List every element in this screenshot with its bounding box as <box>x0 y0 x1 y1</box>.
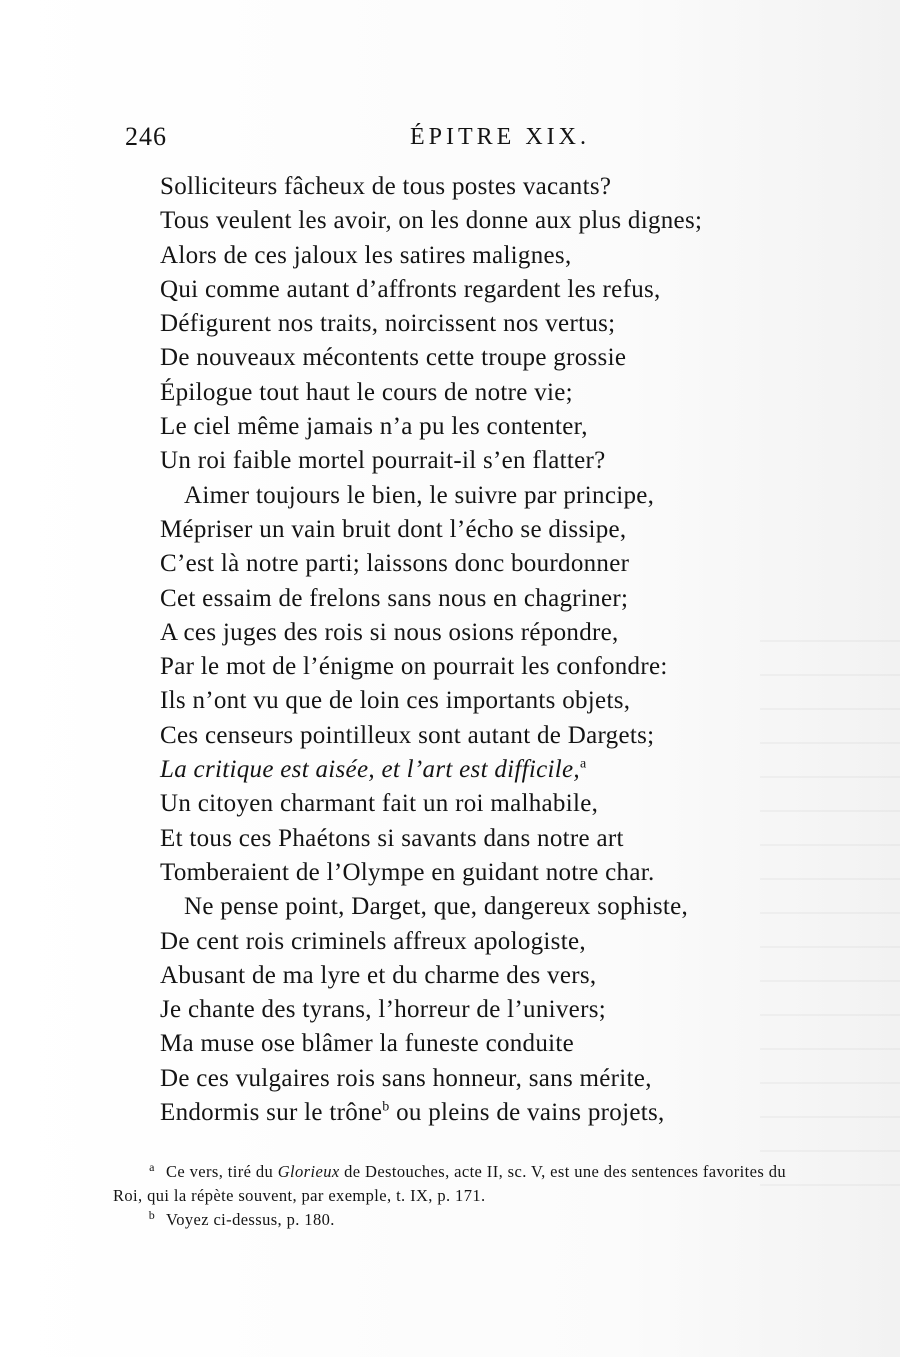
verse-line <box>160 170 860 204</box>
verse-line <box>160 993 860 1027</box>
verse-line-text: Aimer toujours le bien, le suivre par principe, <box>184 481 655 509</box>
verse-line-text: La critique est aisée, et l’art est difficile, <box>160 756 580 784</box>
verse-line-text: Alors de ces jaloux les satires malignes, <box>160 241 572 269</box>
verse-line <box>160 307 860 341</box>
verse-line-text: Tous veulent les avoir, on les donne aux plus dignes; <box>160 207 703 235</box>
verse-line <box>160 273 860 307</box>
verse-line <box>160 410 860 444</box>
verse-line-text: De nouveaux mécontents cette troupe grossie <box>160 344 627 372</box>
verse-line <box>160 341 860 375</box>
verse-line-text-continued: ou pleins de vains projets, <box>389 1099 665 1127</box>
verse-line-text: Ma muse ose blâmer la funeste conduite <box>160 1030 575 1058</box>
verse-line-text: Défigurent nos traits, noircissent nos vertus; <box>160 310 616 338</box>
verse-line-text: A ces juges des rois si nous osions répondre, <box>160 618 619 646</box>
verse-line <box>160 204 860 238</box>
verse-line-text: Qui comme autant d’affronts regardent les refus, <box>160 275 661 303</box>
footnote-b-text: Voyez ci-dessus, p. 180. <box>166 1210 335 1229</box>
footnote-b <box>113 1208 883 1232</box>
verse-line <box>160 787 860 821</box>
footnote-b-line-1: b Voyez ci-dessus, p. 180. <box>148 1207 335 1229</box>
verse-line-text: Et tous ces Phaétons si savants dans notre art <box>160 824 624 852</box>
verse-line-text: Ne pense point, Darget, que, dangereux sophiste, <box>184 893 689 921</box>
verse-line <box>160 822 860 856</box>
verse-line <box>160 719 860 753</box>
verse-line-text: Solliciteurs fâcheux de tous postes vacants? <box>160 173 612 200</box>
verse-line-text: Cet essaim de frelons sans nous en chagriner; <box>160 584 629 612</box>
footnote-a-line-2: Roi, qui la répète souvent, par exemple, t. IX, p. 171. <box>113 1186 486 1205</box>
verse-line-text: De ces vulgaires rois sans honneur, sans mérite, <box>160 1064 652 1092</box>
verse-line-text: Mépriser un vain bruit dont l’écho se dissipe, <box>160 515 627 543</box>
footnote-a-italic-title: Glorieux <box>277 1162 340 1181</box>
verse-line <box>160 1062 860 1096</box>
verse-line-text: Ils n’ont vu que de loin ces importants objets, <box>160 687 631 715</box>
verse-line-text: Un citoyen charmant fait un roi malhabile, <box>160 790 599 818</box>
verse-line <box>160 444 860 478</box>
footnote-reference-b: b <box>382 1099 390 1115</box>
verse-line <box>160 684 860 718</box>
verse-line-text: Tomberaient de l’Olympe en guidant notre char. <box>160 858 655 886</box>
verse-line-text: Un roi faible mortel pourrait-il s’en flatter? <box>160 447 606 475</box>
verse-line <box>160 376 860 410</box>
verse-line-text: Épilogue tout haut le cours de notre vie; <box>160 378 573 406</box>
footnote-a-text-before: Ce vers, tiré du <box>166 1162 278 1181</box>
verse-line-text: Le ciel même jamais n’a pu les contenter, <box>160 413 588 441</box>
verse-line <box>160 959 860 993</box>
poem-verses <box>160 170 860 1130</box>
verse-line <box>160 650 860 684</box>
verse-line-text: Ces censeurs pointilleux sont autant de Dargets; <box>160 721 655 749</box>
footnotes <box>113 1160 883 1232</box>
verse-line <box>160 753 860 787</box>
verse-line <box>160 1027 860 1061</box>
footnote-a <box>113 1160 883 1208</box>
verse-line-text: Par le mot de l’énigme on pourrait les confondre: <box>160 653 668 681</box>
page-number: 246 <box>125 122 167 151</box>
verse-line <box>160 479 860 513</box>
page-header <box>0 122 900 162</box>
verse-line <box>160 513 860 547</box>
verse-line <box>160 582 860 616</box>
running-title: ÉPITRE XIX. <box>410 124 590 150</box>
verse-line <box>160 239 860 273</box>
verse-line-text: Abusant de ma lyre et du charme des vers, <box>160 961 597 989</box>
verse-line <box>160 856 860 890</box>
verse-line <box>160 547 860 581</box>
verse-line-text: C’est là notre parti; laissons donc bourdonner <box>160 550 630 578</box>
verse-line <box>160 1096 860 1130</box>
verse-line <box>160 616 860 650</box>
footnote-a-text-after: de Destouches, acte II, sc. V, est une des sentences favorites du <box>339 1162 787 1181</box>
verse-line-text: De cent rois criminels affreux apologiste, <box>160 927 586 955</box>
verse-line <box>160 925 860 959</box>
footnote-reference-a: a <box>579 756 587 772</box>
verse-line-text: Je chante des tyrans, l’horreur de l’univers; <box>160 996 606 1024</box>
footnote-a-line-1: a Ce vers, tiré du Glorieux de Destouches, acte II, sc. V, est une des sentences favorites du <box>149 1159 787 1181</box>
verse-line-text: Endormis sur le trône <box>160 1099 383 1127</box>
verse-line <box>160 890 860 924</box>
